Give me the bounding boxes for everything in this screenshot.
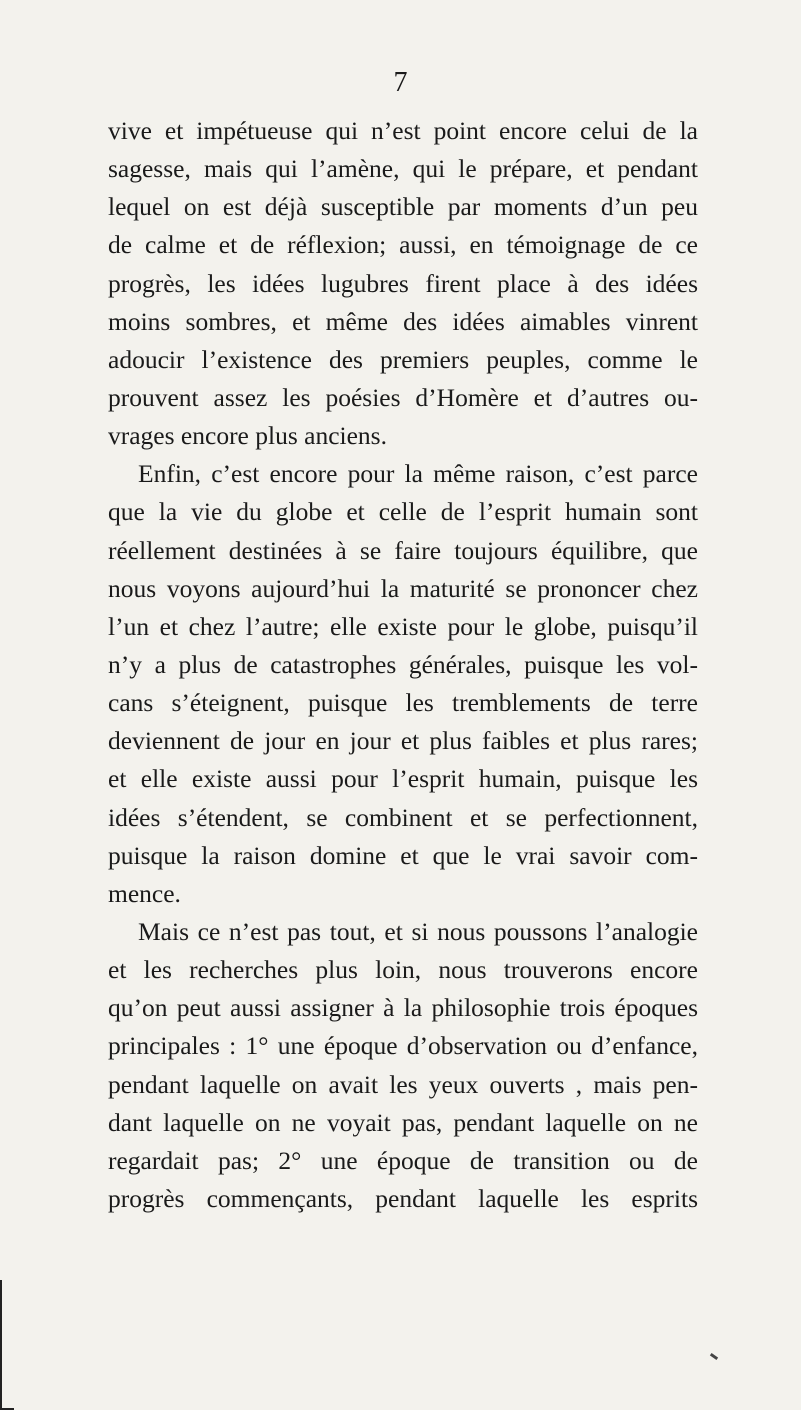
- text-line: vive et impétueuse qui n’est point encore celui de la: [108, 116, 698, 145]
- text-line: deviennent de jour en jour et plus faibles et plus rares;: [108, 726, 698, 756]
- text-line: Enfin, c’est encore pour la même raison, c’est parce: [138, 459, 698, 489]
- text-line: n’y a plus de catastrophes générales, puisque les vol-: [108, 649, 698, 679]
- text-line: principales : 1° une époque d’observation ou d’enfance,: [108, 1031, 698, 1061]
- text-line: mence.: [108, 878, 181, 908]
- text-line: puisque la raison domine et que le vrai savoir com-: [108, 840, 698, 870]
- text-line: adoucir l’existence des premiers peuples, comme le: [108, 344, 698, 374]
- text-line: idées s’étendent, se combinent et se perfectionnent,: [108, 802, 698, 832]
- text-line: vrages encore plus anciens.: [108, 421, 387, 451]
- text-line: qu’on peut aussi assigner à la philosophie trois époques: [108, 993, 698, 1023]
- text-line: progrès commençants, pendant laquelle les esprits: [108, 1183, 698, 1213]
- text-line: sagesse, mais qui l’amène, qui le prépare, et pendant: [108, 154, 698, 184]
- text-line: progrès, les idées lugubres firent place à des idées: [108, 268, 698, 298]
- text-line: réellement destinées à se faire toujours équilibre, que: [108, 535, 698, 565]
- page-edge-line: [0, 1280, 2, 1410]
- print-mark: [710, 1353, 718, 1360]
- text-line: lequel on est déjà susceptible par moments d’un peu: [108, 192, 698, 222]
- text-line: regardait pas; 2° une époque de transition ou de: [108, 1145, 698, 1175]
- text-line: de calme et de réflexion; aussi, en témoignage de ce: [108, 230, 698, 260]
- text-line: pendant laquelle on avait les yeux ouverts , mais pen-: [108, 1069, 698, 1099]
- body-text: [108, 112, 698, 1218]
- text-line: dant laquelle on ne voyait pas, pendant laquelle on ne: [108, 1107, 698, 1137]
- text-line: et les recherches plus loin, nous trouverons encore: [108, 955, 698, 985]
- text-line: cans s’éteignent, puisque les tremblements de terre: [108, 688, 698, 718]
- text-line: nous voyons aujourd’hui la maturité se prononcer chez: [108, 573, 698, 603]
- text-line: l’un et chez l’autre; elle existe pour le globe, puisqu’il: [108, 611, 698, 641]
- text-line: Mais ce n’est pas tout, et si nous poussons l’analogie: [138, 916, 698, 946]
- page-number: 7: [393, 67, 408, 98]
- text-line: prouvent assez les poésies d’Homère et d’autres ou-: [108, 382, 698, 412]
- text-line: et elle existe aussi pour l’esprit humain, puisque les: [108, 764, 698, 794]
- text-line: moins sombres, et même des idées aimables vinrent: [108, 306, 698, 336]
- text-line: que la vie du globe et celle de l’esprit humain sont: [108, 497, 698, 527]
